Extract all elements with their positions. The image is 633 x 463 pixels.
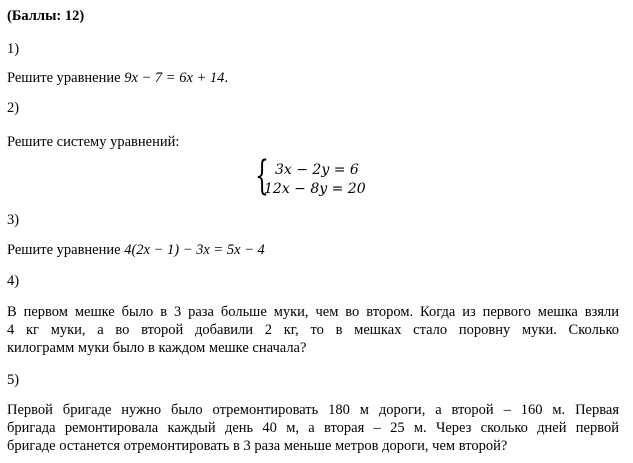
equation-system (255, 153, 385, 199)
task-4-line-1: В первом мешке было в 3 раза больше муки, чем во втором. Когда из первого мешка взяли (7, 304, 619, 320)
system-brace: { (255, 153, 269, 199)
task-2-number: 2) (7, 100, 20, 116)
task-3-equation: 4(2x − 1) − 3x = 5x − 4 (124, 242, 265, 258)
task-5-line-3: бригаде останется отремонтировать в 3 раза меньше метров дороги, чем второй? (7, 438, 508, 454)
task-3-number: 3) (7, 212, 20, 228)
task-1-number: 1) (7, 41, 20, 57)
task-2-text: Решите систему уравнений: (7, 134, 180, 150)
task-4-line-3: килограмм муки было в каждом мешке сначала? (7, 340, 307, 356)
task-5-number: 5) (7, 372, 20, 388)
task-3-text: Решите уравнение (7, 242, 125, 258)
task-5-line-2: бригада ремонтировала каждый день 40 м, а вторая – 25 м. Через сколько дней первой (7, 420, 619, 436)
task-4-number: 4) (7, 273, 20, 289)
system-equation-1: 3x − 2y = 6 (275, 162, 359, 178)
task-4-line-2: 4 кг муки, а во второй добавили 2 кг, то в мешках стало поровну муки. Сколько (7, 322, 619, 338)
system-equation-2: 12x − 8y = 20 (264, 181, 366, 197)
points-header: (Баллы: 12) (7, 8, 85, 24)
task-5-line-1: Первой бригаде нужно было отремонтировать 180 м дороги, а второй – 160 м. Первая (7, 402, 619, 418)
task-1-statement (7, 69, 228, 87)
task-5-text (7, 401, 619, 455)
task-1-equation: 9x − 7 = 6x + 14 (124, 70, 225, 86)
task-1-text: Решите уравнение (7, 70, 125, 86)
task-3-statement (7, 241, 265, 259)
task-4-text (7, 303, 619, 357)
task-1-period: . (224, 70, 229, 86)
